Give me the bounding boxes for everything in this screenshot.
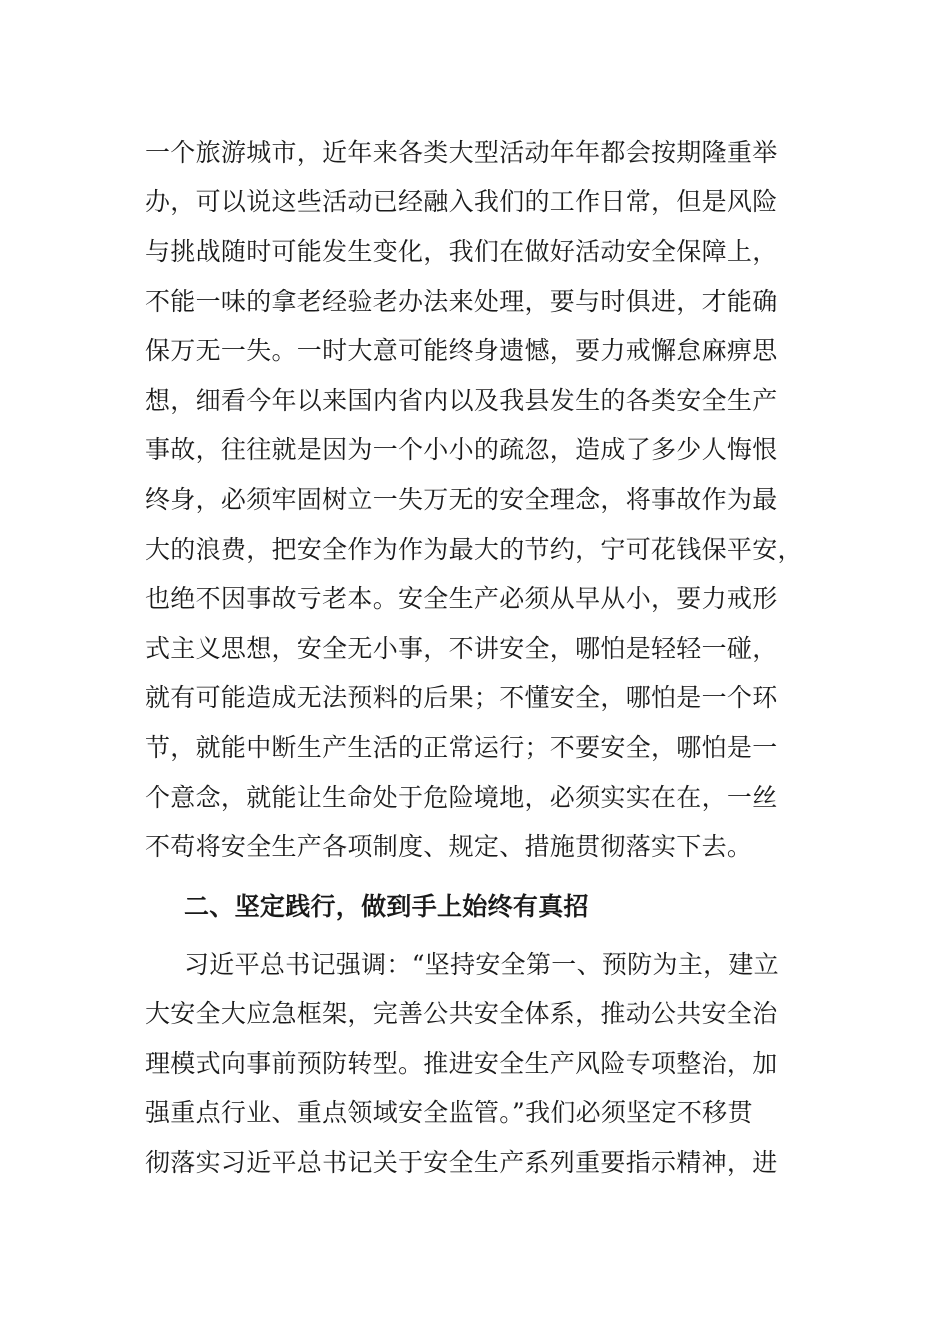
paragraph-line: 一个旅游城市，近年来各类大型活动年年都会按期隆重举 (145, 138, 778, 167)
paragraph-line: 与挑战随时可能发生变化，我们在做好活动安全保障上， (145, 237, 778, 266)
paragraph-line: 终身，必须牢固树立一失万无的安全理念，将事故作为最 (145, 485, 778, 514)
section-heading: 二、坚定践行，做到手上始终有真招 (184, 892, 589, 921)
paragraph-line: 节，就能中断生产生活的正常运行；不要安全，哪怕是一 (145, 733, 778, 762)
paragraph-line: 不能一味的拿老经验老办法来处理，要与时俱进，才能确 (145, 287, 778, 316)
paragraph-line: 彻落实习近平总书记关于安全生产系列重要指示精神，进 (145, 1148, 778, 1177)
paragraph-line: 习近平总书记强调：“坚持安全第一、预防为主，建立 (184, 950, 779, 979)
paragraph-line: 办，可以说这些活动已经融入我们的工作日常，但是风险 (145, 187, 778, 216)
paragraph-line: 强重点行业、重点领域安全监管。”我们必须坚定不移贯 (145, 1098, 753, 1127)
paragraph-line: 也绝不因事故亏老本。安全生产必须从早从小，要力戒形 (145, 584, 778, 613)
paragraph-line: 大的浪费，把安全作为作为最大的节约，宁可花钱保平安， (145, 535, 803, 564)
paragraph-line: 理模式向事前预防转型。推进安全生产风险专项整治，加 (145, 1049, 778, 1078)
paragraph-line: 想，细看今年以来国内省内以及我县发生的各类安全生产 (145, 386, 778, 415)
paragraph-line: 就有可能造成无法预料的后果；不懂安全，哪怕是一个环 (145, 683, 778, 712)
paragraph-line: 大安全大应急框架，完善公共安全体系，推动公共安全治 (145, 999, 778, 1028)
paragraph-line: 个意念，就能让生命处于危险境地，必须实实在在，一丝 (145, 783, 778, 812)
paragraph-line: 保万无一失。一时大意可能终身遗憾，要力戒懈怠麻痹思 (145, 336, 778, 365)
paragraph-line: 式主义思想，安全无小事，不讲安全，哪怕是轻轻一碰， (145, 634, 778, 663)
paragraph-line: 不苟将安全生产各项制度、规定、措施贯彻落实下去。 (145, 832, 753, 861)
paragraph-line: 事故，往往就是因为一个小小的疏忽，造成了多少人悔恨 (145, 435, 778, 464)
